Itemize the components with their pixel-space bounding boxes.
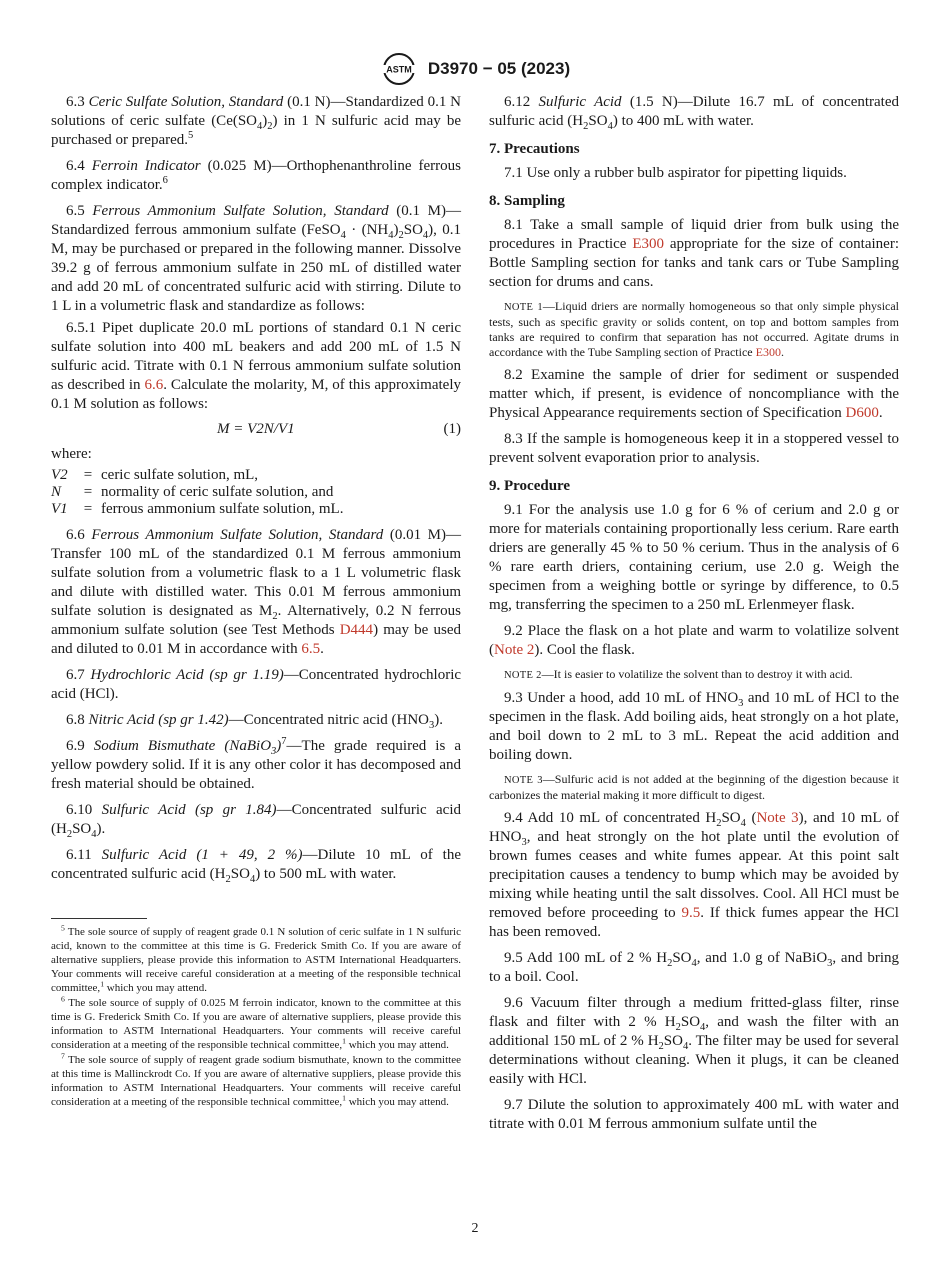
variable-row: V1 = ferrous ammonium sulfate solution, mL. bbox=[51, 501, 344, 517]
section-8-1: 8.1 Take a small sample of liquid drier from bulk using the procedures in Practice E300 appropriate for the size of container: Bottle Sampling section for tanks and tank cars or Tube Sampling section for drums and cans. bbox=[489, 217, 899, 290]
astm-logo-icon bbox=[380, 52, 418, 86]
heading-procedure: 9. Procedure bbox=[489, 478, 571, 494]
section-6-5: 6.5 Ferrous Ammonium Sulfate Solution, Standard (0.1 M)—Standardized ferrous ammonium sulfate (FeSO$_4$ · $(NH_4)_2SO_4$), 0.1 M, may be purchased or prepared in the following manner. Dissolve 39.2 g of ferrous ammonium sulfate in 250 mL of distilled water and add 20 mL of concentrated sulfuric acid with stirring. Dilute to 1 L in a volumetric flask and standardize as follows: bbox=[51, 203, 462, 314]
section-6-10: 6.10 Sulfuric Acid (sp gr 1.84)—Concentrated sulfuric acid $(H_2SO_4)$. bbox=[51, 802, 461, 840]
section-6-4: 6.4 Ferroin Indicator (0.025 M)—Orthophenanthroline ferrous complex indicator.$^6$ bbox=[51, 158, 462, 193]
section-6-7: 6.7 Hydrochloric Acid (sp gr 1.19)—Concentrated hydrochloric acid (HCl). bbox=[51, 667, 462, 702]
section-6-8: 6.8 Nitric Acid (sp gr 1.42)—Concentrated nitric acid $(HNO_3)$. bbox=[66, 712, 443, 731]
link-note-2[interactable]: Note 2 bbox=[494, 642, 535, 658]
note-2: NOTE 2—It is easier to volatilize the solvent than to destroy it with acid. bbox=[504, 667, 853, 681]
equation-1 bbox=[51, 417, 461, 441]
variable-row: N = normality of ceric sulfate solution, and bbox=[51, 484, 334, 500]
section-9-4: 9.4 Add 10 mL of concentrated $H_2SO_4$ (Note 3), and 10 mL of $HNO_3$, and heat strongly on the hot plate until the evolution of brown fumes ceases and white fumes appear. At this point salt precipitation causes a tendency to bump which may be avoided by mixing while heating until the salt dissolves. Cool. All HCl must be removed before proceeding to 9.5. If thick fumes appear the HCl has been removed. bbox=[489, 810, 899, 940]
footnote-5: $^5$ The sole source of supply of reagent grade 0.1 N solution of ceric sulfate in 1 N sulfuric acid, known to the committee at this time is G. Frederick Smith Co. If you are aware of alternative suppliers, please provide this information to ASTM International Headquarters. Your comments will receive careful consideration at a meeting of the responsible technical committee,$^1$ which you may attend. bbox=[51, 923, 461, 994]
link-e300-note[interactable]: E300 bbox=[755, 345, 781, 359]
section-6-3: 6.3 Ceric Sulfate Solution, Standard (0.1 N)—Standardized 0.1 N solutions of ceric sulfate $(Ce(SO_4)_2)$ in 1 N sulfuric acid may be purchased or prepared.$^5$ bbox=[51, 94, 462, 148]
variable-definitions bbox=[51, 467, 343, 518]
footnote-6: $^6$ The sole source of supply of 0.025 M ferroin indicator, known to the committee at this time is G. Frederick Smith Co. If you are aware of alternative suppliers, please provide this information to ASTM International Headquarters. Your comments will receive careful consideration at a meeting of the responsible technical committee,$^1$ which you may attend. bbox=[51, 994, 461, 1051]
link-9-5[interactable]: 9.5 bbox=[681, 905, 701, 921]
heading-precautions: 7. Precautions bbox=[489, 141, 580, 157]
page-header bbox=[0, 52, 950, 86]
section-6-5-1: 6.5.1 Pipet duplicate 20.0 mL portions of standard 0.1 N ceric sulfate solution into 400 mL beakers and add 200 mL of 1.5 N sulfuric acid. Titrate with 0.1 N ferrous ammonium sulfate solution as described in 6.6. Calculate the molarity, M, of this approximately 0.1 M solution as follows: bbox=[51, 320, 461, 412]
link-note-3[interactable]: Note 3 bbox=[756, 810, 799, 826]
footnote-divider bbox=[51, 918, 147, 919]
section-8-2: 8.2 Examine the sample of drier for sediment or suspended matter which, if present, is evidence of noncompliance with the Physical Appearance requirements section of Specification D600. bbox=[489, 367, 899, 421]
logo-text: ASTM bbox=[386, 64, 412, 75]
equation-text: M = V2N/V1 bbox=[217, 421, 295, 437]
variable-row: V2 = ceric sulfate solution, mL, bbox=[51, 467, 259, 483]
section-7-1: 7.1 Use only a rubber bulb aspirator for pipetting liquids. bbox=[504, 165, 847, 181]
section-9-6: 9.6 Vacuum filter through a medium fritted-glass filter, rinse flask and filter with 2 % $H_2SO_4$, and wash the filter with an additional 150 mL of 2 % $H_2SO_4$. The filter may be used for several determinations without cleaning. When it plugs, it can be cleaned easily with HCl. bbox=[489, 995, 899, 1087]
link-d600[interactable]: D600 bbox=[845, 405, 879, 421]
section-8-3: 8.3 If the sample is homogeneous keep it in a stoppered vessel to prevent solvent evaporation prior to analysis. bbox=[489, 431, 899, 466]
note-1: NOTE 1—Liquid driers are normally homogeneous so that only simple physical tests, such as specific gravity or solids content, on top and bottom samples from tanks are required to confirm that separation has not occurred. Agitate drums in accordance with the Tube Sampling section of Practice E300. bbox=[489, 299, 900, 359]
note-3: NOTE 3—Sulfuric acid is not added at the beginning of the digestion because it carbonizes the material making it more difficult to digest. bbox=[489, 772, 900, 802]
footnote-7: $^7$ The sole source of supply of reagent grade sodium bismuthate, known to the committee at this time is Mallinckrodt Co. If you are aware of alternative suppliers, please provide this information to ASTM International Headquarters. Your comments will receive careful consideration at a meeting of the responsible technical committee,$^1$ which you may attend. bbox=[51, 1051, 461, 1108]
link-d444[interactable]: D444 bbox=[339, 622, 374, 638]
page-number: 2 bbox=[471, 1221, 479, 1236]
section-9-1: 9.1 For the analysis use 1.0 g for 6 % of cerium and 2.0 g or more for materials containing proportionally less cerium. Rare earth driers are generally 45 % to 50 % cerium. Thus in the analysis of 6 % rare earth driers, containing cerium, use 2.0 g. Weigh the specimen from a weighing bottle or syringe by difference, to 0.5 mg, transferring the specimen to a 250 mL Erlenmeyer flask. bbox=[489, 502, 899, 613]
footnote-ref-5: 5 bbox=[188, 130, 194, 141]
section-6-9: 6.9 Sodium Bismuthate (NaBiO$_3$)$^7$—The grade required is a yellow powdery solid. If it is any other color it has decomposed and fresh material should be obtained. bbox=[51, 736, 461, 792]
section-9-7: 9.7 Dilute the solution to approximately 400 mL with water and titrate with 0.01 M ferrous ammonium sulfate until the bbox=[489, 1097, 899, 1132]
section-9-5: 9.5 Add 100 mL of 2 % $H_2SO_4$, and 1.0 g of NaBiO$_3$, and bring to a boil. Cool. bbox=[489, 950, 899, 985]
link-6-5[interactable]: 6.5 bbox=[301, 641, 321, 657]
link-6-6[interactable]: 6.6 bbox=[144, 377, 164, 393]
section-9-3: 9.3 Under a hood, add 10 mL of $HNO_3$ and 10 mL of HCl to the specimen in the flask. Add boiling aids, heat strongly on a hot plate, and boil down to 2 mL to 3 mL. Repeat the acid addition and boiling down. bbox=[489, 690, 899, 763]
section-6-6: 6.6 Ferrous Ammonium Sulfate Solution, Standard (0.01 M)—Transfer 100 mL of the standardized 0.1 M ferrous ammonium sulfate solution from a volumetric flask to a 1 L volumetric flask and dilute with distilled water. This 0.01 M ferrous ammonium sulfate solution is designated as $M_2$. Alternatively, 0.2 N ferrous ammonium sulfate solution (see Test Methods D444) may be used and diluted to 0.01 M in accordance with 6.5. bbox=[51, 527, 462, 657]
footnote-ref-7: 7 bbox=[281, 736, 287, 747]
section-6-11: 6.11 Sulfuric Acid (1 + 49, 2 %)—Dilute 10 mL of the concentrated sulfuric acid $(H_2SO_4)$ to 500 mL with water. bbox=[51, 847, 461, 885]
section-6-12: 6.12 Sulfuric Acid (1.5 N)—Dilute 16.7 mL of concentrated sulfuric acid $(H_2SO_4)$ to 400 mL with water. bbox=[489, 94, 900, 132]
link-e300[interactable]: E300 bbox=[632, 236, 664, 252]
heading-sampling: 8. Sampling bbox=[489, 193, 565, 209]
equation-number: (1) bbox=[443, 421, 461, 437]
left-column bbox=[51, 93, 461, 1110]
footnote-ref-6: 6 bbox=[162, 175, 168, 186]
right-column bbox=[489, 93, 899, 1141]
where-label: where: bbox=[51, 446, 92, 462]
document-designation: D3970 − 05 (2023) bbox=[427, 59, 571, 78]
section-9-2: 9.2 Place the flask on a hot plate and warm to volatilize solvent (Note 2). Cool the flask. bbox=[489, 623, 899, 658]
